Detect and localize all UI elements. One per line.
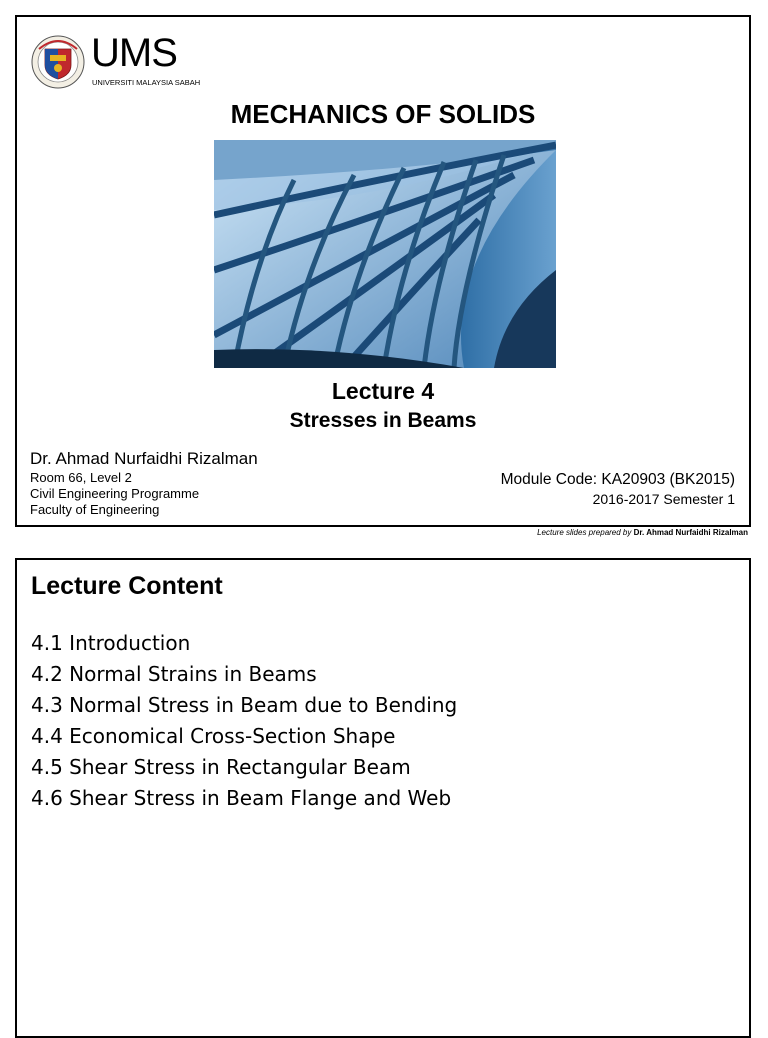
- credit-name: Dr. Ahmad Nurfaidhi Rizalman: [633, 528, 748, 537]
- lecture-topic: Stresses in Beams: [289, 409, 477, 432]
- lecture-number: Lecture 4: [331, 378, 435, 404]
- course-title: MECHANICS OF SOLIDS: [230, 99, 536, 129]
- content-list: [31, 628, 457, 814]
- list-item: 4.6 Shear Stress in Beam Flange and Web: [31, 786, 452, 810]
- architecture-photo: [214, 140, 556, 368]
- author-room: Room 66, Level 2: [30, 470, 132, 485]
- list-item: 4.4 Economical Cross-Section Shape: [31, 724, 396, 748]
- author-name: Dr. Ahmad Nurfaidhi Rizalman: [30, 449, 258, 468]
- credit-prefix: Lecture slides prepared by: [537, 528, 632, 537]
- list-item: 4.5 Shear Stress in Rectangular Beam: [31, 755, 411, 779]
- list-item: 4.2 Normal Strains in Beams: [31, 662, 317, 686]
- slide-credit: [537, 528, 748, 537]
- list-item: 4.3 Normal Stress in Beam due to Bending: [31, 693, 458, 717]
- content-title: Lecture Content: [31, 572, 223, 600]
- author-faculty: Faculty of Engineering: [30, 502, 160, 517]
- module-code: Module Code: KA20903 (BK2015): [500, 471, 735, 488]
- semester: 2016-2017 Semester 1: [592, 491, 735, 507]
- logo-subtitle: UNIVERSITI MALAYSIA SABAH: [92, 78, 201, 87]
- title-slide: [15, 15, 751, 527]
- list-item: 4.1 Introduction: [31, 631, 191, 655]
- author-programme: Civil Engineering Programme: [30, 486, 200, 501]
- content-slide: [15, 558, 751, 1038]
- university-crest-icon: [31, 35, 85, 89]
- logo-name: UMS: [91, 31, 177, 75]
- ums-logo: [31, 31, 201, 91]
